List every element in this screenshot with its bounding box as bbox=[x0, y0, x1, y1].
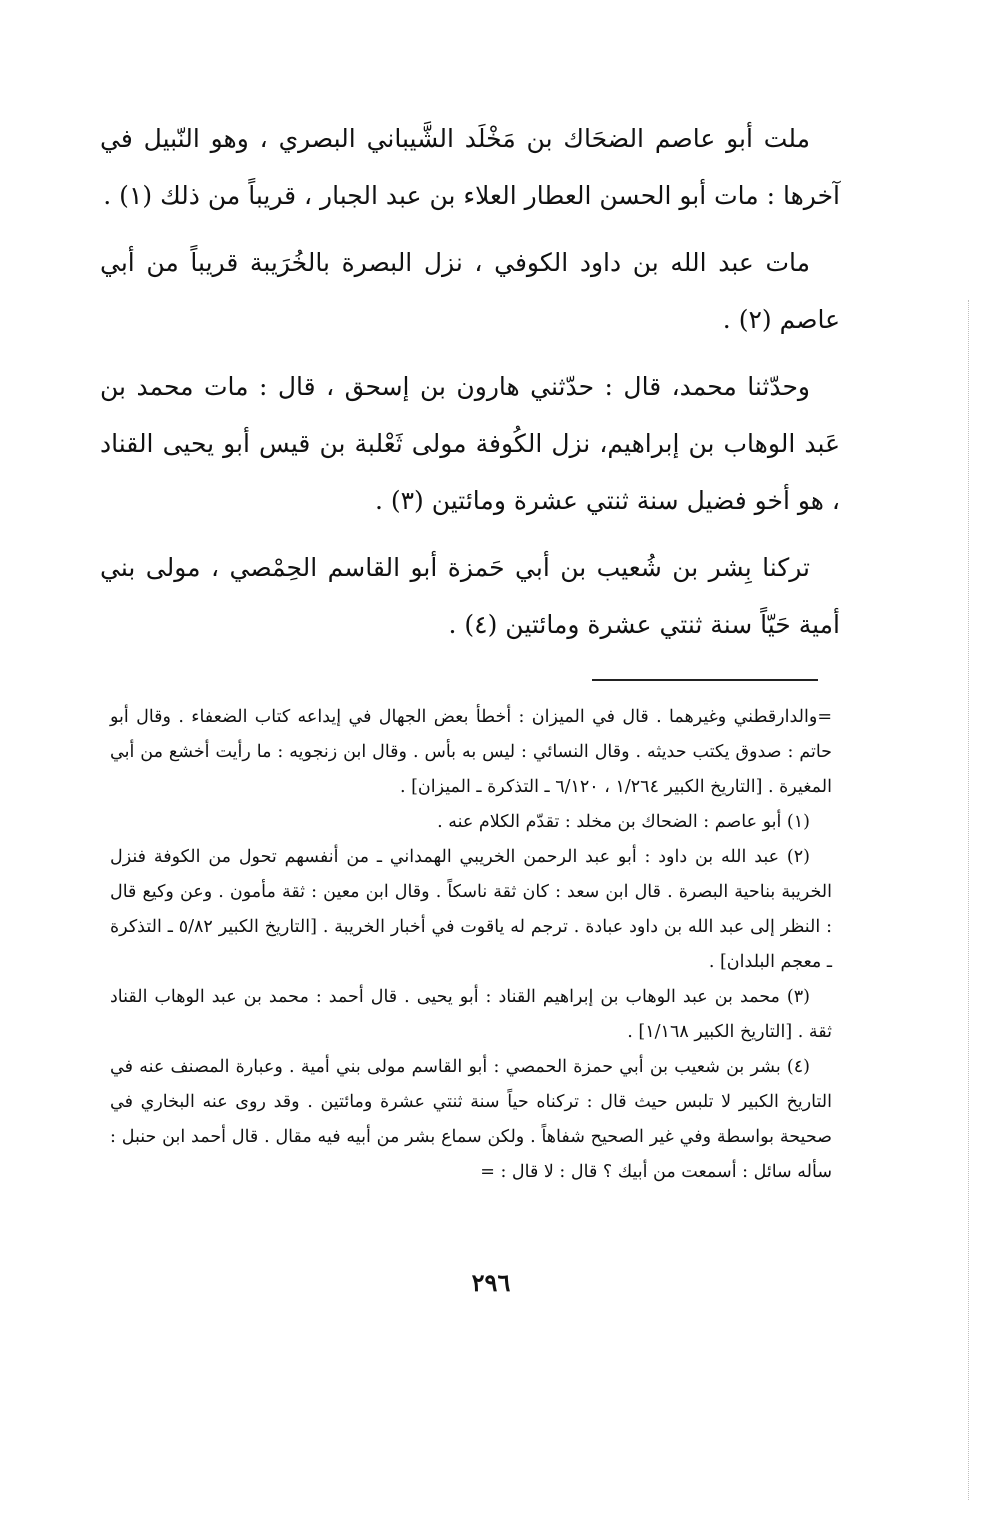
page-number: ٢٩٦ bbox=[471, 1268, 511, 1297]
main-text bbox=[100, 110, 840, 663]
scan-edge-line bbox=[968, 300, 969, 1500]
footnote-1: (١) أبو عاصم : الضحاك بن مخلد : تقدّم الكلام عنه . bbox=[437, 812, 810, 832]
paragraph-3: وحدّثنا محمد، قال : حدّثني هارون بن إسحق ، قال : مات محمد بن عَبد الوهاب بن إبراهيم، نزل الكُوفة مولى ثَعْلبة بن قيس أبو يحيى القناد ، هو أخو فضيل سنة ثنتي عشرة ومائتين (٣) . bbox=[100, 372, 840, 515]
footnote-separator bbox=[592, 679, 818, 681]
footnote-4: (٤) بشر بن شعيب بن أبي حمزة الحمصي : أبو القاسم مولى بني أمية . وعبارة المصنف عنه في التاريخ الكبير لا تلبس حيث قال : تركناه حياً سنة ثنتي عشرة ومائتين . وقد روى عنه البخاري في صحيحة بواسطة وفي غير الصحيح شفاهاً . ولكن سماع بشر من أبيه فيه مقال . قال أحمد ابن حنبل : سأله سائل : أسمعت من أبيك ؟ قال : لا قال : = bbox=[110, 1057, 832, 1182]
paragraph-1: ملت أبو عاصم الضحَاك بن مَخْلَد الشَّيباني البصري ، وهو النّبيل في آخرها : مات أبو الحسن العطار العلاء بن عبد الجبار ، قريباً من ذلك (١) . bbox=[100, 124, 840, 210]
footnotes bbox=[110, 700, 832, 1190]
footnote-2: (٢) عبد الله بن داود : أبو عبد الرحمن الخريبي الهمداني ـ من أنفسهم تحول من الكوفة فنزل الخريبة بناحية البصرة . قال ابن سعد : كان ثقة ناسكاً . وقال ابن معين : ثقة مأمون . وعن وكيع قال : النظر إلى عبد الله بن داود عبادة . ترجم له ياقوت في أخبار الخريبة . [التاريخ الكبير ٥/٨٢ ـ التذكرة ـ معجم البلدان] . bbox=[110, 847, 833, 972]
paragraph-2: مات عبد الله بن داود الكوفي ، نزل البصرة بالخُرَيبة قريباً من أبي عاصم (٢) . bbox=[100, 248, 840, 334]
footnote-continuation: =والدارقطني وغيرهما . قال في الميزان : أخطأ بعض الجهال في إيداعه كتاب الضعفاء . وقال أبو حاتم : صدوق يكتب حديثه . وقال النسائي : ليس به بأس . وقال ابن زنجويه : ما رأيت أخشع من أبي المغيرة . [التاريخ الكبير ١/٢٦٤ ، ٦/١٢٠ ـ التذكرة ـ الميزان] . bbox=[110, 707, 832, 797]
paragraph-4: تركنا بِشر بن شُعيب بن أبي حَمزة أبو القاسم الحِمْصي ، مولى بني أمية حَيّاً سنة ثنتي عشرة ومائتين (٤) . bbox=[100, 553, 840, 639]
footnote-3: (٣) محمد بن عبد الوهاب بن إبراهيم القناد : أبو يحيى . قال أحمد : محمد بن عبد الوهاب القناد ثقة . [التاريخ الكبير ١/١٦٨] . bbox=[110, 987, 832, 1042]
